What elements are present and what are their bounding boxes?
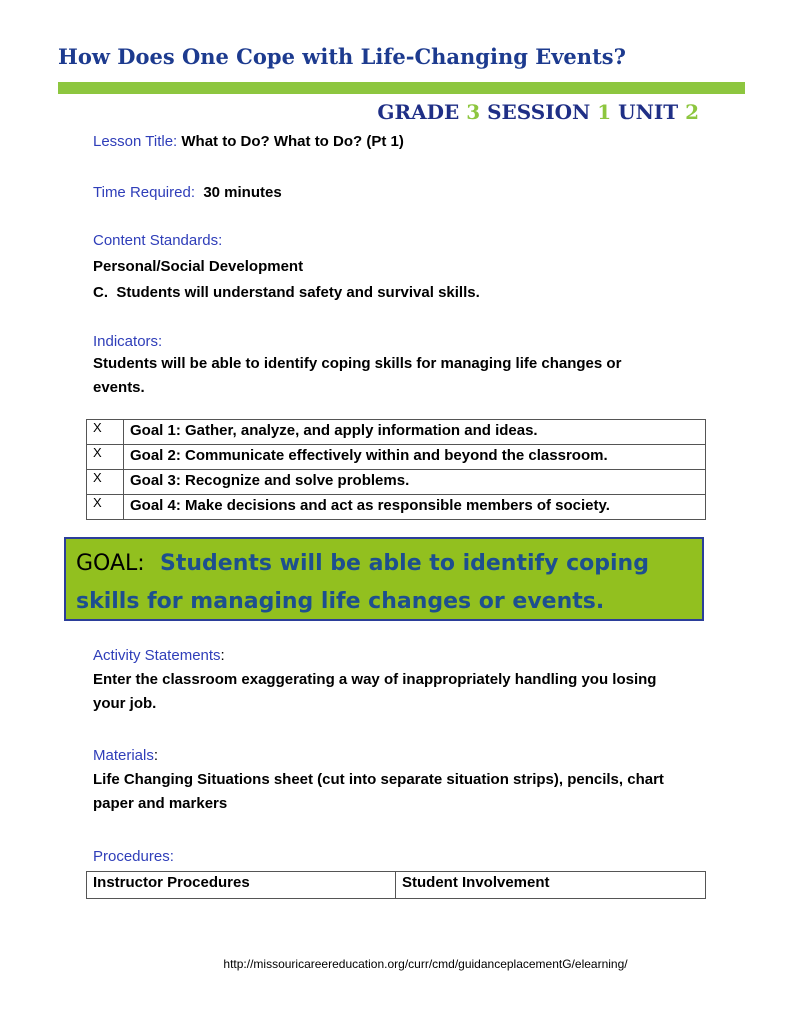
time-required-line	[93, 184, 282, 201]
activity-label: Activity Statements	[93, 647, 221, 664]
indicators-text: Students will be able to identify coping skills for managing life changes or events.	[93, 355, 622, 396]
lesson-title-label: Lesson Title:	[93, 133, 178, 150]
lesson-title-line	[93, 133, 404, 150]
procedures-col-instructor: Instructor Procedures	[87, 872, 396, 899]
table-row	[87, 470, 706, 495]
indicators	[93, 332, 663, 400]
goal-check-mark: X	[87, 495, 124, 520]
content-standards-label: Content Standards:	[93, 232, 223, 249]
unit-label: UNIT	[618, 100, 679, 124]
activity-text: Enter the classroom exaggerating a way of inappropriately handling you losing your job.	[93, 671, 657, 712]
grade-number: 3	[466, 100, 481, 124]
table-row	[87, 420, 706, 445]
materials-label: Materials	[93, 747, 154, 764]
content-standards	[93, 231, 480, 305]
standards-line-1: Personal/Social Development	[93, 258, 304, 275]
materials-text: Life Changing Situations sheet (cut into separate situation strips), pencils, chart paper and markers	[93, 771, 664, 812]
goal-text: Goal 1: Gather, analyze, and apply information and ideas.	[124, 420, 706, 445]
indicators-label: Indicators:	[93, 333, 163, 350]
goal-check-mark: X	[87, 420, 124, 445]
unit-number: 2	[685, 100, 699, 124]
goals-table	[86, 419, 706, 520]
footer-url: http://missouricareereducation.org/curr/cmd/guidanceplacementG/elearning/	[223, 957, 628, 971]
procedures-col-student: Student Involvement	[396, 872, 706, 899]
goal-callout-statement: Students will be able to identify coping skills for managing life changes or events.	[76, 551, 649, 614]
materials-colon: :	[153, 747, 159, 764]
goal-check-mark: X	[87, 470, 124, 495]
materials	[93, 746, 703, 816]
session-number: 1	[597, 100, 612, 124]
procedures-heading	[93, 848, 174, 865]
goal-callout-box	[64, 537, 704, 621]
standards-line-2: C. Students will understand safety and survival skills.	[93, 284, 480, 301]
session-label: SESSION	[487, 100, 591, 124]
activity-statements	[93, 646, 663, 716]
materials-heading	[93, 746, 703, 766]
table-row	[87, 445, 706, 470]
title-underline-bar	[58, 82, 745, 94]
page-title: How Does One Cope with Life-Changing Events?	[58, 44, 626, 69]
grade-session-unit	[377, 100, 699, 124]
table-row	[87, 495, 706, 520]
grade-label: GRADE	[377, 100, 460, 124]
table-row	[87, 872, 706, 899]
procedures-label: Procedures:	[93, 848, 174, 865]
activity-heading	[93, 646, 663, 666]
goal-text: Goal 3: Recognize and solve problems.	[124, 470, 706, 495]
lesson-title-value: What to Do? What to Do? (Pt 1)	[181, 133, 404, 150]
goal-check-mark: X	[87, 445, 124, 470]
goal-text: Goal 2: Communicate effectively within and beyond the classroom.	[124, 445, 706, 470]
procedures-table	[86, 871, 706, 899]
goal-callout-label: GOAL:	[76, 551, 145, 576]
time-required-label: Time Required:	[93, 184, 195, 201]
time-required-value: 30 minutes	[203, 184, 282, 201]
goal-callout-text	[76, 545, 692, 621]
goal-text: Goal 4: Make decisions and act as responsible members of society.	[124, 495, 706, 520]
activity-colon: :	[220, 647, 225, 664]
